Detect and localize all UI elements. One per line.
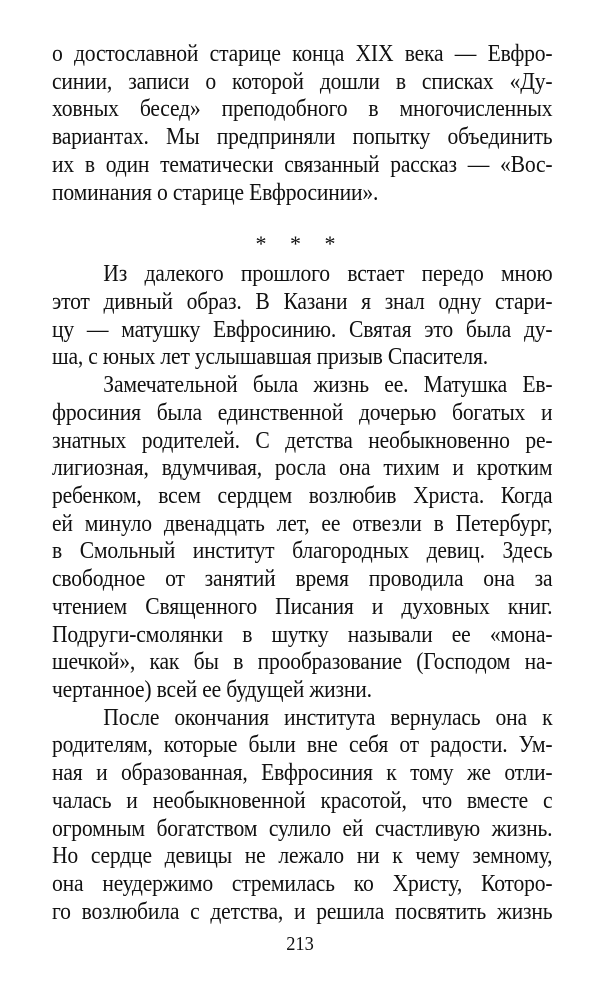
text-line: этот дивный образ. В Казани я знал одну стари- xyxy=(52,289,553,315)
paragraph-first-line: Из далекого прошлого встает передо мною xyxy=(103,261,553,287)
text-line: огромным богатством сулило ей счастливую жизнь. xyxy=(52,816,553,842)
text-line: ная и образованная, Евфросиния к тому же отли- xyxy=(52,760,553,786)
text-line: ша, с юных лет услышавшая призыв Спасителя. xyxy=(52,344,488,370)
text-line: знатных родителей. С детства необыкновенно ре- xyxy=(52,428,553,454)
page-number: 213 xyxy=(286,933,314,955)
text-line: вариантах. Мы предприняли попытку объединить xyxy=(52,124,553,150)
text-line: фросиния была единственной дочерью богатых и xyxy=(52,400,553,426)
text-line: Подруги-смолянки в шутку называли ее «мона- xyxy=(52,622,553,648)
text-line: ребенком, всем сердцем возлюбив Христа. Когда xyxy=(52,483,553,509)
text-line: чертанное) всей ее будущей жизни. xyxy=(52,677,372,703)
text-line: цу — матушку Евфросинию. Святая это была ду- xyxy=(52,317,553,343)
text-line: чалась и необыкновенной красотой, что вместе с xyxy=(52,788,553,814)
paragraph-first-line: Замечательной была жизнь ее. Матушка Ев- xyxy=(103,372,553,398)
text-line: свободное от занятий время проводила она за xyxy=(52,566,553,592)
section-separator: * * * xyxy=(255,231,345,256)
text-line: она неудержимо стремилась ко Христу, Которо- xyxy=(52,871,553,897)
paragraph-first-line: После окончания института вернулась она к xyxy=(103,705,553,731)
text-line: Но сердце девицы не лежало ни к чему земному, xyxy=(52,843,553,869)
text-line: лигиозная, вдумчивая, росла она тихим и кротким xyxy=(52,455,553,481)
text-line: ей минуло двенадцать лет, ее отвезли в Петербург, xyxy=(52,511,553,537)
text-line: в Смольный институт благородных девиц. Здесь xyxy=(52,538,553,564)
text-line: ховных бесед» преподобного в многочисленных xyxy=(52,96,553,122)
text-line: родителям, которые были вне себя от радости. Ум- xyxy=(52,732,553,758)
text-line: о достославной старице конца XIX века — Евфро- xyxy=(52,41,553,67)
text-line: го возлюбила с детства, и решила посвятить жизнь xyxy=(52,899,553,925)
text-line: шечкой», как бы в прообразование (Господом на- xyxy=(52,649,553,675)
text-line: их в один тематически связанный рассказ — «Вос- xyxy=(52,152,553,178)
text-line: поминания о старице Евфросинии». xyxy=(52,180,379,206)
text-line: синии, записи о которой дошли в списках «Ду- xyxy=(52,69,553,95)
text-line: чтением Священного Писания и духовных книг. xyxy=(52,594,553,620)
